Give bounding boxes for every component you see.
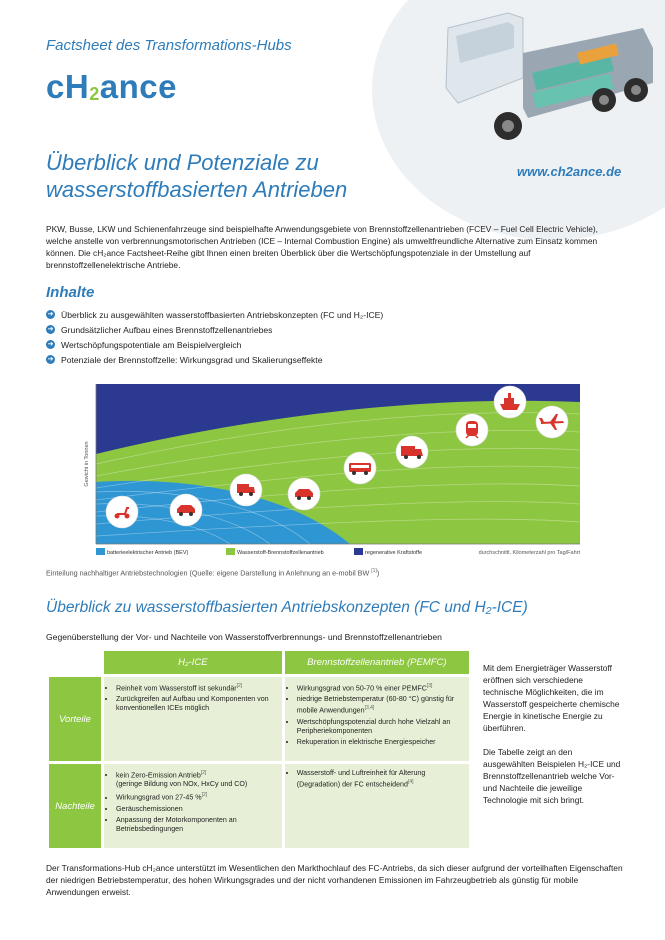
list-item: ➔ Überblick zu ausgewählten wasserstoffbasierten Antriebskonzepten (FC und H₂-ICE) [47, 309, 384, 320]
table-subheading: Gegenüberstellung der Vor- und Nachteile von Wasserstoffverbrennungs- und Brennstoffzellenantrieben [46, 632, 442, 642]
legend-label-fuels: regenerative Kraftstoffe [365, 550, 423, 556]
scooter-icon [106, 496, 138, 528]
train-icon [456, 414, 488, 446]
arrow-right-icon: ➔ [47, 341, 54, 348]
table-cell: • Reinheit vom Wasserstoff ist sekundär[2] • Zurückgreifen auf Aufbau und Komponenten von konventionellen ICEs möglich [104, 677, 282, 761]
ch2ance-logo: cH2ance [46, 68, 177, 105]
legend-label-fc: Wasserstoff-Brennstoffzellenantrieb [237, 550, 324, 556]
bus-icon [344, 452, 376, 484]
side-text: Mit dem Energieträger Wasserstoff eröffnen sich verschiedene technische Möglichkeiten, die im Wasserstoff gespeicherte chemische Energie in kinetische Energie zu überführen. Die Tabelle zeigt an den ausgewählten Beispielen H₂-ICE und Brennstoffzellenantrieb welche Vor- und Nachteile die jeweilige Technologie mit sich bringt. [483, 663, 621, 805]
fuel-cell-truck-image [428, 8, 660, 158]
truck-icon [396, 436, 428, 468]
footer-paragraph: Der Transformations-Hub cH₂ance unterstützt im Wesentlichen den Markthochlauf des FC-Antriebs, da sich dieser aufgrund der vorteilhaften Eigenschaften der niedrigen Betriebstemperatur, des hohen Wirkungsgrades und der nicht vorhandenen Emissionen im Fahrzeugbetrieb als günstig für mobile Anwendungen erweist. [46, 863, 623, 897]
plane-icon [536, 406, 568, 438]
section-heading: Überblick zu wasserstoffbasierten Antriebskonzepten (FC und H₂-ICE) [46, 599, 528, 616]
row-header-nachteile: Nachteile [49, 764, 101, 848]
website-link[interactable]: www.ch2ance.de [517, 164, 622, 179]
legend-swatch-fuels [354, 548, 363, 555]
column-header-h2ice: H₂-ICE [104, 651, 282, 674]
comparison-table [46, 648, 472, 851]
column-header-pemfc: Brennstoffzellenantrieb (PEMFC) [285, 651, 469, 674]
arrow-right-icon: ➔ [47, 356, 54, 363]
row-header-vorteile: Vorteile [49, 677, 101, 761]
contents-heading: Inhalte [46, 284, 95, 301]
contents-list [46, 307, 383, 367]
arrow-right-icon: ➔ [47, 311, 54, 318]
y-axis-label: Gewicht in Tonnen [84, 441, 90, 487]
arrow-right-icon: ➔ [47, 326, 54, 333]
list-item: ➔ Potenziale der Brennstoffzelle: Wirkungsgrad und Skalierungseffekte [47, 354, 323, 365]
factsheet-kicker: Factsheet des Transformations-Hubs [46, 37, 292, 54]
list-item: ➔ Grundsätzlicher Aufbau eines Brennstoffzellenantriebes [47, 324, 273, 335]
drive-technology-diagram [80, 384, 590, 584]
legend-label-bev: batterieelektrischer Antrieb (BEV) [107, 550, 189, 556]
ship-icon [494, 386, 526, 418]
table-cell: • kein Zero-Emission Antrieb[2] (geringe Bildung von NOx, HxCy und CO) • Wirkungsgrad von 27-45 %[2] • Geräuschemissionen • Anpassung der Motorkomponenten an Betriebsbedingungen [104, 764, 282, 848]
car-icon [288, 478, 320, 510]
page-title: Überblick und Potenziale zu wasserstoffbasierten Antrieben [46, 150, 348, 202]
car-icon [170, 494, 202, 526]
x-axis-label: durchschnittl. Kilometerzahl pro Tag/Fahrt [478, 550, 580, 556]
legend-swatch-bev [96, 548, 105, 555]
list-item: ➔ Wertschöpfungspotentiale am Beispielvergleich [47, 339, 242, 350]
intro-paragraph: PKW, Busse, LKW und Schienenfahrzeuge sind beispielhafte Anwendungsgebiete von Brennstoffzellenantrieben (FCEV – Fuel Cell Electric Vehicle), welche anstelle von verbrennungsmotorischen Antrieben (ICE – Internal Combustion Engine) als umweltfreundliche Alternative zum Einsatz kommen können. Die cH₂ance Factsheet-Reihe gibt Ihnen einen breiten Überblick über die Wertschöpfungspotenziale in der Umstellung auf brennstoffzellenelektrische Antriebe. [46, 224, 598, 270]
table-cell: • Wasserstoff- und Luftreinheit für Alterung (Degradation) der FC entscheidend[4] [285, 764, 469, 848]
table-cell: • Wirkungsgrad von 50-70 % einer PEMFC[3] • niedrige Betriebstemperatur (60-80 °C) günstig für mobile Anwendungen[3,4] • Wertschöpfungspotenzial durch hohe Vielzahl an Peripheriekomponenten • Rekuperation in elektrische Energiespeicher [285, 677, 469, 761]
chart-caption: Einteilung nachhaltiger Antriebstechnologien (Quelle: eigene Darstellung in Anlehnung an e-mobil BW [1]) [46, 568, 380, 578]
van-icon [230, 474, 262, 506]
legend-swatch-fc [226, 548, 235, 555]
